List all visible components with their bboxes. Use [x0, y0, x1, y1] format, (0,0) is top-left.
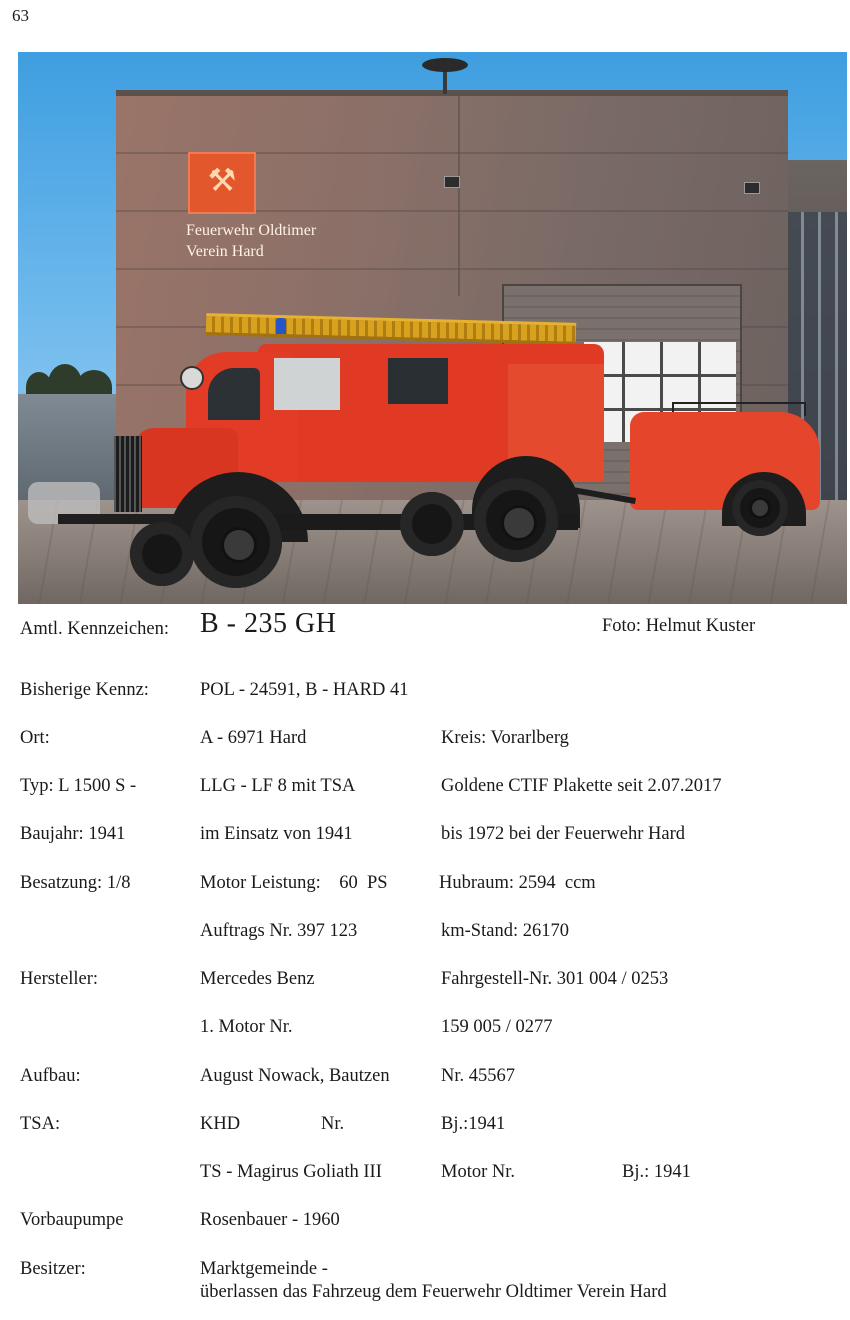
- spec-value: 1. Motor Nr.: [200, 1017, 293, 1037]
- spec-value: Motor Leistung: 60 PS: [200, 873, 388, 893]
- wall-lamp-icon: [744, 182, 760, 194]
- spec-value: Rosenbauer - 1960: [200, 1210, 340, 1230]
- spec-extra: 159 005 / 0277: [441, 1017, 553, 1037]
- headlamp-icon: [180, 366, 204, 390]
- spec-value: im Einsatz von 1941: [200, 824, 353, 844]
- fire-truck-photo: [18, 52, 847, 604]
- spec-value: Mercedes Benz: [200, 969, 315, 989]
- fire-brigade-emblem-icon: ⚒: [188, 152, 256, 214]
- spec-label: Baujahr: 1941: [20, 824, 126, 844]
- spec-label: Typ: L 1500 S -: [20, 776, 137, 796]
- spec-extra: Motor Nr.: [441, 1162, 515, 1182]
- spec-extra: Bj.:1941: [441, 1114, 506, 1134]
- spec-label: TSA:: [20, 1114, 61, 1134]
- wall-lamp-icon: [444, 176, 460, 188]
- spec-extra: Kreis: Vorarlberg: [441, 728, 569, 748]
- spec-value: August Nowack, Bautzen: [200, 1066, 390, 1086]
- siren-icon: [422, 58, 468, 72]
- photo-credit: Foto: Helmut Kuster: [602, 616, 756, 636]
- truck-rear-wheel-far: [400, 492, 464, 556]
- spec-value: A - 6971 Hard: [200, 728, 307, 748]
- spec-label: Aufbau:: [20, 1066, 81, 1086]
- spec-label: Hersteller:: [20, 969, 99, 989]
- plate-label: Amtl. Kennzeichen:: [20, 619, 169, 639]
- radiator-grille: [114, 436, 142, 512]
- truck-front-wheel-far: [130, 522, 194, 586]
- spec-value: KHD: [200, 1114, 241, 1134]
- blue-light-icon: [276, 318, 286, 334]
- spec-value: LLG - LF 8 mit TSA: [200, 776, 356, 796]
- siren-pole: [443, 70, 447, 94]
- spec-extra-secondary: Bj.: 1941: [622, 1162, 691, 1182]
- owner-note: überlassen das Fahrzeug dem Feuerwehr Oldtimer Verein Hard: [200, 1282, 667, 1302]
- building-sign-line1: Feuerwehr Oldtimer: [186, 222, 317, 239]
- plate-value: B - 235 GH: [200, 608, 337, 639]
- spec-extra: km-Stand: 26170: [441, 921, 569, 941]
- spec-label: Besitzer:: [20, 1259, 86, 1279]
- spec-extra: Goldene CTIF Plakette seit 2.07.2017: [441, 776, 722, 796]
- spec-value: POL - 24591, B - HARD 41: [200, 680, 409, 700]
- spec-value-secondary: Nr.: [321, 1114, 345, 1134]
- building-sign-line2: Verein Hard: [186, 243, 264, 260]
- spec-extra: Hubraum: 2594 ccm: [439, 873, 596, 893]
- spec-extra: Nr. 45567: [441, 1066, 515, 1086]
- spec-label: Bisherige Kennz:: [20, 680, 149, 700]
- page-number: 63: [12, 6, 29, 25]
- spec-value: Auftrags Nr. 397 123: [200, 921, 358, 941]
- spec-label: Vorbaupumpe: [20, 1210, 124, 1230]
- spec-value: TS - Magirus Goliath III: [200, 1162, 382, 1182]
- spec-value: Marktgemeinde -: [200, 1259, 328, 1279]
- spec-extra: bis 1972 bei der Feuerwehr Hard: [441, 824, 686, 844]
- spec-label: Ort:: [20, 728, 50, 748]
- spec-extra: Fahrgestell-Nr. 301 004 / 0253: [441, 969, 669, 989]
- spec-label: Besatzung: 1/8: [20, 873, 131, 893]
